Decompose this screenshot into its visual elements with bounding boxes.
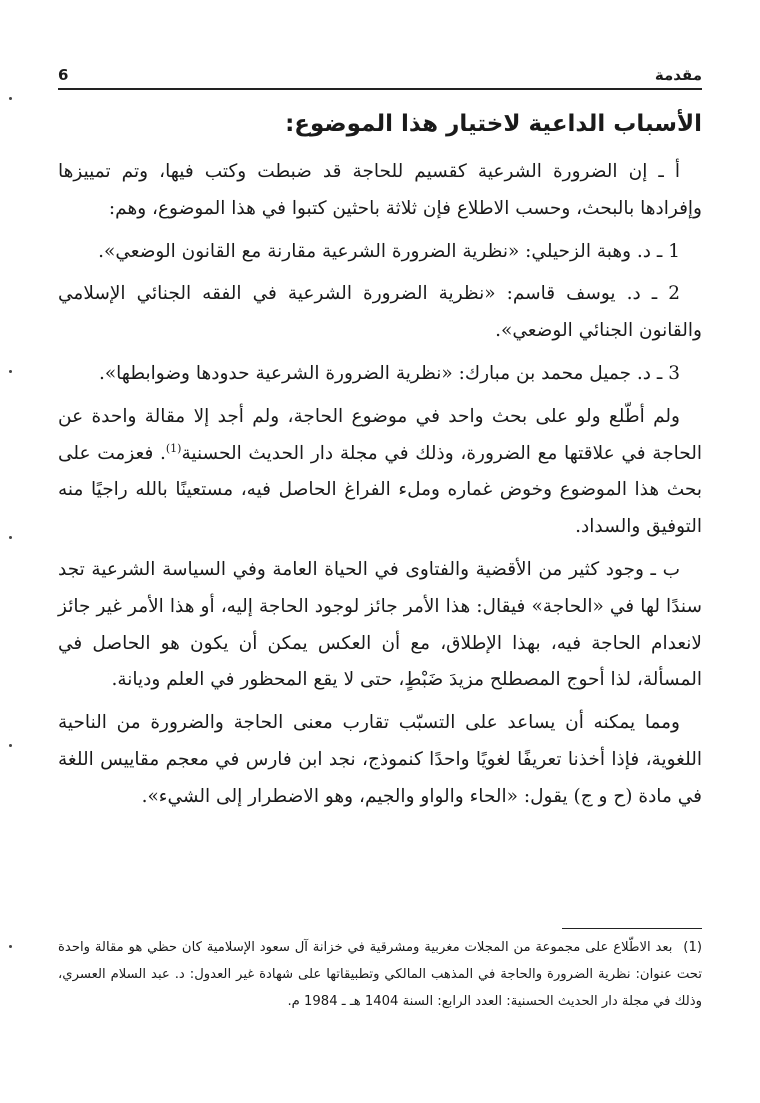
paragraph-b xyxy=(58,399,702,546)
footnote xyxy=(58,934,702,1015)
paragraph-b-text-1: ولم أطّلع ولو على بحث واحد في موضوع الحاجة، ولم أجد إلا مقالة واحدة عن الحاجة في علاقتها مع الضرورة، وذلك في مجلة دار الحديث الحسنية xyxy=(58,405,702,464)
main-content xyxy=(58,96,702,822)
footnote-text: بعد الاطّلاع على مجموعة من المجلات مغربية ومشرقية في خزانة آل سعود الإسلامية كان حظي هو مقالة واحدة تحت عنوان: نظرية الضرورة والحاجة في المذهب المالكي وتطبيقاتها على شهادة غير العدول: د. عبد السلام العسري، وذلك في مجلة دار الحديث الحسنية: العدد الرابع: السنة 1404 هـ ـ 1984 م. xyxy=(58,940,702,1009)
section-title: مقدمة xyxy=(654,66,702,84)
paragraph-b-text-2: . فعزمت على بحث هذا الموضوع وخوض غماره وملء الفراغ الحاصل فيه، مستعينًا بالله راجيًا منه التوفيق والسداد. xyxy=(58,442,702,538)
section-heading: الأسباب الداعية لاختيار هذا الموضوع: xyxy=(285,111,702,137)
footnote-reference[interactable]: (1) xyxy=(165,441,182,455)
header-rule xyxy=(58,88,702,90)
scan-mark xyxy=(9,536,12,539)
paragraph-d: ومما يمكنه أن يساعد على التسبّب تقارب معنى الحاجة والضرورة من الناحية اللغوية، فإذا أخذنا تعريفًا لغويًا واحدًا كنموذج، نجد ابن فارس في معجم مقاييس اللغة في مادة (ح و ج) يقول: «الحاء والواو والجيم، وهو الاضطرار إلى الشيء». xyxy=(58,712,702,807)
paragraph-a: أ ـ إن الضرورة الشرعية كقسيم للحاجة قد ضبطت وكتب فيها، وتم تمييزها وإفرادها بالبحث، وحسب الاطلاع فإن ثلاثة باحثين كتبوا في هذا الموضوع، وهم: xyxy=(58,161,702,219)
list-item-1: 1 ـ د. وهبة الزحيلي: «نظرية الضرورة الشرعية مقارنة مع القانون الوضعي». xyxy=(98,240,680,262)
paragraph-c: ب ـ وجود كثير من الأقضية والفتاوى في الحياة العامة وفي السياسة الشرعية تجد سندًا لها في «الحاجة» فيقال: هذا الأمر جائز لوجود الحاجة إليه، أو هذا الأمر غير جائز لانعدام الحاجة فيه، بهذا الإطلاق، مع أن العكس يمكن أن يكون هو الحاصل في المسألة، لذا أحوج المصطلح مزيدَ ضَبْطٍ، حتى لا يقع المحظور في العلم وديانة. xyxy=(58,558,702,691)
scan-mark xyxy=(9,744,12,747)
scan-mark xyxy=(9,370,12,373)
list-item-2: 2 ـ د. يوسف قاسم: «نظرية الضرورة الشرعية في الفقه الجنائي الإسلامي والقانون الجنائي الوضعي». xyxy=(58,283,702,342)
scan-mark xyxy=(9,97,12,100)
footnote-number: (1) xyxy=(683,940,702,955)
list-item-3: 3 ـ د. جميل محمد بن مبارك: «نظرية الضرورة الشرعية حدودها وضوابطها». xyxy=(98,362,680,384)
footnote-rule xyxy=(562,928,702,929)
scan-mark xyxy=(9,945,12,948)
running-head xyxy=(58,58,702,84)
page-number: 6 xyxy=(58,66,69,84)
